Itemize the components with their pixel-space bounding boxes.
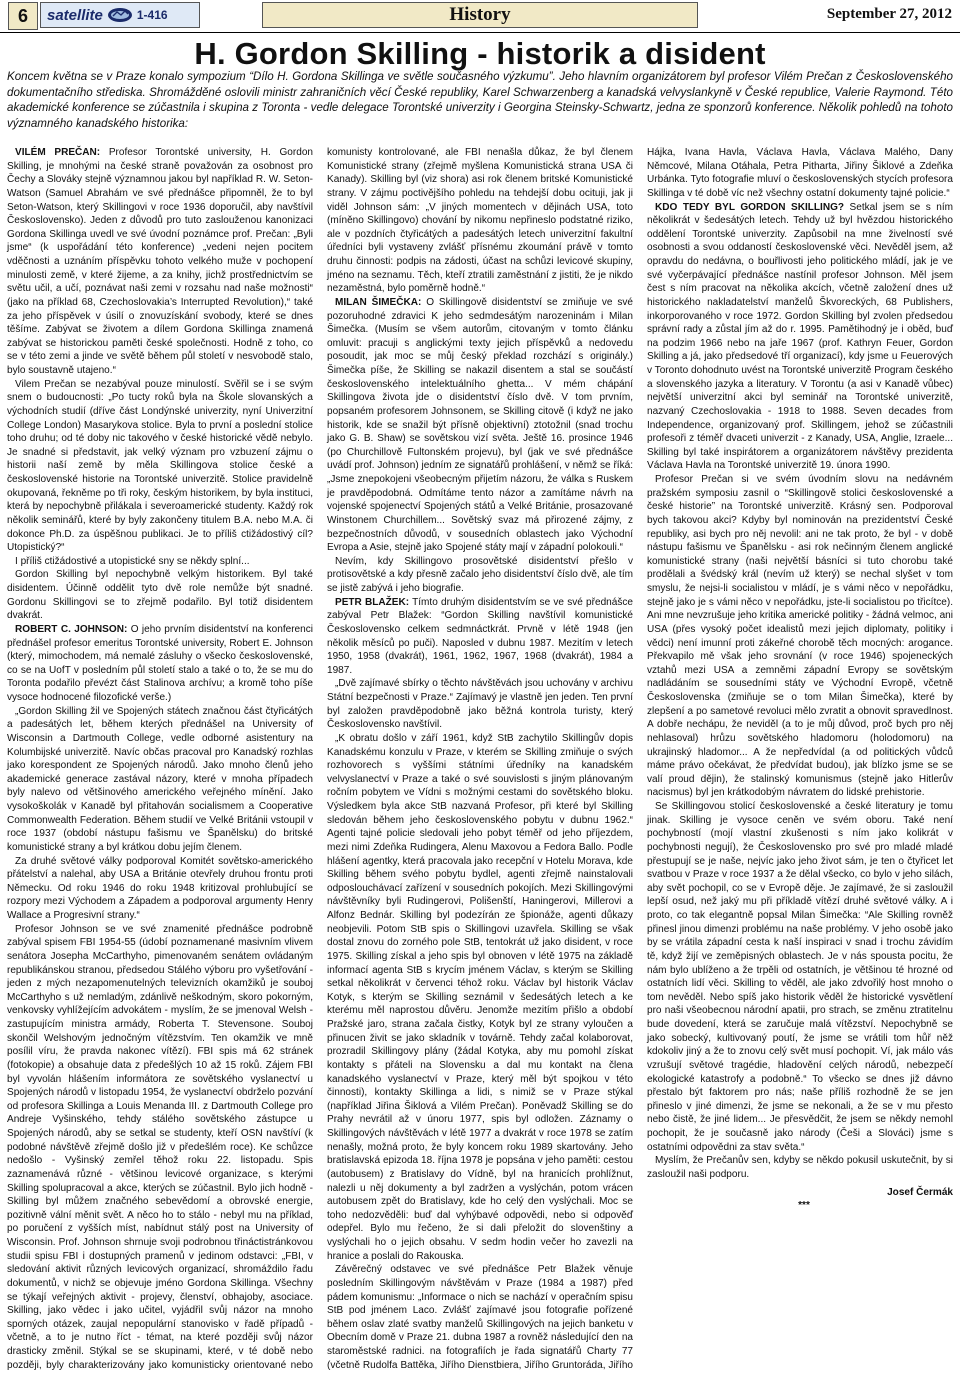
article-paragraph <box>647 201 953 474</box>
article-lead: Koncem května se v Praze konalo sympozium “Dílo H. Gordona Skillinga ve světle současného výzkumu”. Jeho hlavním organizátorem byl profesor Vilém Prečan z Československého dokumentačního střediska. Shromážděné oslovili ministr zahraničních věcí České republiky, Karel Schwarzenberg a kanadská velvyslankyně v České republice, Valerie Raymond. Této akademické konference se zúčastnila i skupina z Toronta - vedle delegace Torontské univerzity i Georgina Steinsky-Schwartz, jedna ze sponzorů konference. Několik pohledů na tohoto významného kanadského historika: <box>7 70 953 130</box>
logo-text: satellite <box>47 6 103 24</box>
paragraph-text: Nevím, kdy Skillingovo prosovětské disidentství přešlo v protisovětské a kdy přesně začalo jeho disidentství číslo dvě, ale tím se jistě zabývá i jeho biografie. <box>327 555 633 594</box>
author-signature: Josef Čermák <box>887 1186 953 1198</box>
paragraph-label: ROBERT C. JOHNSON: <box>15 623 128 635</box>
article-paragraph <box>7 623 313 705</box>
paragraph-text: Setkal jsem se s ním několikrát v šedesátých letech. Tehdy už byl hvězdou historického oddělení Torontské univerzity. Zapůsobil na mne živelností své osobnosti a svou oddaností československé věci. Nevěděl jsem, až opravdu do nedávna, o bouřlivosti jeho politického mládí, jak je ve své vyčerpávající přednášce nastínil profesor Johnson. Měl jsem čest s ním pracovat na několika akcích, včetně založení dnes už historického nakladatelství manželů Škvoreckých, 68 Publishers, inkorporovaného v roce 1972. Gordon Skilling byl zvolen předsedou správní rady a zůstal jím až do r. 1995. Pamětihodný je i oběd, buď na podzim 1966 nebo na jaře 1967 (prof. Kathryn Feuer, Gordon Skilling a já, jako předsedové tří organizací), kdy jsme u Feuerových v Toronto dohodnuto uvést na Torontské univerzitě Program českého a slovenského jazyka a literatury. V Torontu (a asi v Kanadě vůbec) největší univerzitní akci byl seminář na Torontské univerzitě, nazvaný Czechoslovakia - 1918 to 1988. Seven decades from Independence, organizovaný prof. Skillingem, jehož se zúčastnili profesoři z téměř dvaceti univerzit - z Kanady, USA, Anglie, Izraele... Skilling byl také inspirátorem a organizátorem návštěvy prezidenta Václava Havla na Torontské univerzitě 19. února 1990. <box>647 201 954 472</box>
article-title: H. Gordon Skilling - historik a disident <box>194 36 766 71</box>
article-body <box>7 146 953 1374</box>
paragraph-text: Gordon Skilling byl nepochybně velkým historikem. Byl také disidentem. Účinně oddělit tyto dvě role nemůže být snadné. Gordonu Skillingovi se to zřejmě podařilo. Byl totiž disidentem dvakrát. <box>7 569 313 622</box>
article-paragraph <box>327 732 633 1263</box>
globe-icon <box>107 7 133 23</box>
section-label: History <box>262 2 698 28</box>
article-paragraph <box>7 855 313 923</box>
satellite-logo <box>40 2 200 28</box>
article-paragraph <box>327 296 633 555</box>
page-number: 6 <box>8 2 38 30</box>
paragraph-label: MILAN ŠIMEČKA: <box>335 296 422 308</box>
paragraph-text: „Gordon Skilling žil ve Spojených státech značnou část čtyřicátých a padesátých let, během kterých přednášel na University of Wisconsin a Dartmouth College, vedle odborné asistentury na Kolumbijské univerzitě. Navíc občas pracoval pro Kanadský rozhlas jako korespondent ze Spojených národů. Jako mnoho členů jeho akademické generace zastával názory, které v mnoha případech byly nalevo od většinového amerického veřejného mínění. Jako vysokoškolák v Kanadě byl přitahován socialismem a Cooperative Commonwealth Federation. Během studií ve Velké Británii vstoupil v roce 1937 (období nástupu fašismu ve Španělsku) do britské komunistické strany a byl krátkou dobu jejím členem. <box>7 705 313 853</box>
paragraph-text: Vilem Prečan se nezabýval pouze minulostí. Svěřil se i se svým snem o budoucnosti: „Po tucty roků byla na Škole slovanských a východních studií (dříve část Londýnské univerzity, nyní Univerzitní College London) Masarykova stolice. Byla to první a poslední stolice toho druhu; od té doby nic takového v české historické vědě nebylo. Je snadné si představit, jak velký význam pro vzbuzení zájmu o historii naší země by měla Skillingova stolice české a československé historie na Torontské univerzitě. Stolice pravidelně okupovaná, řekněme po tři roky, českým historikem, by byla instituci, která by nepochybně přilákala i severoamerické studenty. Každý rok několik seminářů, které by byly zakončeny titulem B.A. nebo M.A. či dokonce Ph.D. za úspěšnou publikaci. Je to příliš ctižádostivý cíl? Utopistický?“ <box>7 378 313 554</box>
paragraph-text: O jeho prvním disidentství na konferenci přednášel profesor emeritus Torontské university, Robert E. Johnson (který, mimochodem, má nemalé zásluhy o všecko československé, co se na UofT v posledním půl století stalo a také o to, že se mu do Toronta podařilo převézt část Stalinova archívu; a kromě toho píše vysoce hodnocené filozofické verše.) <box>7 623 313 703</box>
article-paragraph <box>327 596 633 678</box>
paragraph-text: Profesor Prečan si ve svém úvodním slovu na nedávném pražském symposiu zasnil o “Skillingově stolici československé a české historie” na Torontské univerzitě. Krásný sen. Podporoval bych takovou akci? Kdyby byl nominován na prezidentství České republiky, asi bych pro něj nevolil: ani ne tak proto, že byl - v době nástupu fašismu ve Španělsku - asi rok nečinným členem anglické komunistické strany (naši největší básníci si tuto chorobu také prodělali a švédský král (nevím už který) se nechal slyšet v tom smyslu, že nejsi-li socialistou v mládí, je s vámi něco v nepořádku, stejně jako je s vámi něco v nepořádku, jste-li socialistou po třicítce). Ani mne nevzrušuje jeho kritika americké politiky - žádná velmoc, ani USA (přes vysoký počet idealistů mezi jejich diplomaty, politiky i vědci) není imunní proti zákeřné chorobě těch mocných: arogance. Překvapilo mě však jeho srovnání (v roce 1946) spojeneckých vztahů mezi USA a zemněmi západní Evropy se sovětským nadládáním se sousedními státy ve Východní Evropě, včetně Československa (zmiňuje se o tom Milan Šimečka), které by zlepšení a po sametové revoluci mělo zvratit a obnovit spravedlnost. A dobře nechápu, že neviděl (a to je můj důvod, proč bych pro něj nehlasoval) hrůzu sovětského hladomoru (holodomoru) na ukrajinský hladomor... A že nepředvídal (a od politických vůdců máme právo očekávat, že předvídat budou), jak blízko jsme se se valí proud dějin), že stalinský komunismus (stejně jako Hitlerův nacismus) byl jen krátkodobým návratem do lidské prehistorie. <box>647 474 954 799</box>
article-paragraph <box>7 568 313 623</box>
article-paragraph <box>647 473 953 800</box>
paragraph-text: I příliš ctižádostivé a utopistické sny se někdy splní... <box>15 555 250 567</box>
article-paragraph <box>7 555 313 569</box>
article-paragraph <box>327 555 633 596</box>
paragraph-label: VILÉM PREČAN: <box>15 147 101 158</box>
paragraph-text: „Dvě zajímavé sbírky o těchto návštěvách jsou uchovány v archivu Státní bezpečnosti v Praze.“ Zajímavý je vlastně jen jeden. Ten první byl založen pravděpodobně jako běžná kontrola turisty, který Československo navštívil. <box>327 678 633 731</box>
paragraph-text: Profesor Johnson se ve své znamenité přednášce podrobně zabýval spisem FBI 1954-55 (údobí poznamenané masivním vlivem senátora Josepha McCarthyho, pimenovaném senátem ovládaným republikánskou stranou, předsedou Stálého výboru pro vyšetřování - jeden z mých nezapomenutelných televizních okamžiků je souboj McCarthyho s už nemladým, zdánlivě neškodným, skoro pokorným, venkovsky vyhlížejícím advokátem - myslím, že se jmenoval Welsh - zastupujícím ministra armády, Roberta T. Stevensone. Souboj skončil Welshovým jednočným vítězstvím. Ten okamžik ve mně posílil víru, že pravda nakonec vítězí). FBI spis má 62 stránek (fotokopie) a obsahuje data z předešlých 10 až 15 roků. Zájem FBI byl vyvolán hlášením informátora ze sovětského vyslanectví u Spojených národů v listopadu 1954, že vyslanectví obdrželo pozvání od profesora Skillinga a Louis Menanda III. z Dartmouth College pro Andreje Vyšinského, tehdy stálého sovětského zástupce u Spojených národů, aby se setkal se studenty, kteří OSN navštíví (k podobné návštěvě zřejmě došlo již v předešlém roce). Ke schůzce nedošlo - Vyšinský zemřel těhož roku 22. listopadu. Spis zaznamenává různé - většinou levicové organizace, s kterými Skilling spolupracoval a akce, kterých se zúčastnil. Bylo jich hodně - Skilling byl můžem značného sebevědomí a obrovské energie, pozitivně vální měnit svět. A něco ho to stálo - nebyl mu na příklad, po poručení z vyšších míst, nabídnut stálý post na University of Wisconsin. Prof. Johnson shrnuje svoji podrobnou třináctistránkovou studii spisu FBI i dostupných pramenů v jedinom odstavci: „FBI, v sledování aktivit různých levicových organizací, shromáždilo řadu dokumentů, v nichž se objevuje jméno Gordona Skillinga. Všechny se týkají veřejných aktivit - projevy, členství, obhajoby, asociace. Skilling, jako vědec i jako učitel, vyjádřil svůj názor na mnoho sporných otázek, zaujal nepopulární stanovisko v řadě případů - včetně, a to je nutno říct - témat, na které později svůj názor drasticky změnil. Stýkal se se skupinami, které, v té době nebo později, byly charakterizovány jako komunisticky orientované nebo komunisty kontrolované, ale FBI nenašla důkaz, že byl členem Komunistické strany (zřejmě myšlena Komunistická strana USA či Kanady). Skilling byl (viz shora) asi rok členem britské Komunistické strany. V zájmu poctivějšího pohledu na tehdejší dobu ocituji, jak ji viděl Johnson sám: „V jiných momentech v dějinách USA, toto (míněno Skillingovo) chování by nikomu nepřineslo podstatné riziko, ale v pozdních čtyřicátých a padesátých letech univerzitní fakultní úředníci byli vystaveny zvlášť přísnému zkoumání právě v tomto druhu činnosti: podpis na zádosti, účast na schůzi levicové skupiny, jméno na seznamu. Těch, kteří ztratili zaměstnání z jistiti, že je nikdo nezaměstná, bylo poměrně hodně.“ <box>7 147 633 1371</box>
article-paragraph <box>647 1154 953 1181</box>
article-paragraph <box>7 146 313 378</box>
article-paragraph <box>7 378 313 555</box>
paragraph-text: Se Skillingovou stolicí československé a české literatury je tomu jinak. Skilling je vysoce ceněn ve svém oboru. Také není pochybností (mojí vlastní zkušenosti s ním jako kolikrát v pochybnosti negují), že Československo pro své pro mladé mladé přestupují se je naše, nejvíc jako jeho život sám, je ten o čtyřicet let svatbou v Praze v roce 1937 a že dělal všecko, co bylo v jeho silách, aby svět pochopil, co se v Evropě děje. Je zajímavé, že si zasloužil lepší osud, než jaký mu při příkladě vítězí druhé světové války. A i proto, co tak elegantně popsal Milan Šimečka: “Ale Skilling rovněž přinesl jinou dimenzi problému na naše problémy. V jeho osobě jako by se vrátila západní cesta k naší inspiraci v snad i trochu závidím tě, když žijí ve zeměpisných oblastech. Je v nás spousta pocitu, že nám bylo ublíženo a že trpěli od ostatních, je většinou té hrozné od ostatních lidí věci. Skilling to věděl, ale jako zdvořilý host mnoho o tom nevěděl. Nebo spíš jako historik věděl že historické vysvětlení pro naši všeobecnou národní apatii, pro strach, se změnu ztratitelnu bude dovedení, která se zaručuje malá vítězství. Nepochybně se jako sobecký, kultivovaný poutí, že jsme se vrátili tom hůř něž kdokoliv jiný a že to znovu celý svět musí pochopit. Ví, jak málo vás vzrušují světové tragédie, hladovění celých národů, nebezpečí ekologické katastrofy a podobně.“ To všecko se dnes již dávno přestalo být faktorem pro nás; naše příliš rozhodně že se jen přineslo v jiné dimenzi, že jsme se nekonali, a že se v mu přesto nebo čistě, že jiné lidem... Je přesvědčit, že jsem se někdy nemohl pochopit, že je současně jako národy (Češi a Slováci) jsme s ostatními odpovědni za stav světa.“ <box>647 801 953 1153</box>
article-paragraph <box>647 800 953 1154</box>
paragraph-text: Profesor Torontské university, H. Gordon Skilling, je mnohými na české straně považován za osobnost pro Čechy a Slováky stejně významnou jakou byl například R. W. Seton-Watson (Samuel Abrahám ve své přednášce připomněl, že to byl Seton-Watson, který Skillingovi v roce 1936 doporučil, aby navštívil Československo). Jeden z důvodů pro tuto zaslouženou kanonizaci Gordona Skillinga uvedl ve své úvodní poznámce prof. Prečan: „Byli jsme“ (k uspořádání této konference) „vedeni nejen pocitem vděčnosti a uznáním příspěvku tohoto velkého muže v pochopení minulosti země, v které žijeme, a za knihy, jichž prostřednictvím se světu učil, a učí, poznávat naši zemi v rozsahu nad naše možnosti“ (jako na příklad 68, Czechoslovakia’s Interrupted Revolution),“ také za jeho příspěvek v úsilí o znovuzískání svobody, které se dnes těšíme. Zabývat se životem a dílem Gordona Skillinga znamená zabývat se historickou paměti české společnosti. Hodně z toho, co se v této zemi a jinde ve světě během půl století v nesvobodě stalo, bylo soustavně utajeno.“ <box>7 147 313 376</box>
logo-number: 1-416 <box>136 8 168 22</box>
paragraph-text: Myslím, že Prečanův sen, kdyby se někdo pokusil uskutečnit, by si zasloužil naši podporu. <box>647 1155 953 1180</box>
paragraph-text: O Skillingově disidentství se zmiňuje ve své pozoruhodné zdravici K jeho sedmdesátým narozeninám i Milan Šimečka. (Musím se všem autorům, citovaným v tomto článku omluvit: pracuji s anglickými texty jejich příspěvků a nedovedu posoudit, jak moc se můj český překlad rozchází s originály.) Šimečka píše, že Skilling se nakazil disentem a stal se součástí československého intelektuálního ghetta... V mém chápání Skillingova života jde o disidentství číslo dvě. V tom prvním, popsaném profesorem Johnsonem, se Skilling citově (i když ne jako historik, kde se snažil být přísně objektivní) ztotožnil (snad trochu jako G. B. Shaw) se sovětskou vizí světa. Ještě 16. prosince 1946 (po Churchillově Fultonském projevu), byl (jak ve své přednášce uvádí prof. Johnson) jedním ze signatářů prohlášení, v němž se říká: „Jsme znepokojeni všeobecným přijetím názoru, že válka s Ruskem je pravděpodobná. Odmítáme tento názor a zamítáme návrh na vojenské spojenectví Spojených států a Velké Británie, prosazované Winstonem Churchillem... Sovětský svaz má přirozené zájmy, z bezpečnostních důvodů, v sousedních oblastech jako Východní Evropa a Asie, stejně jako Spojené státy mají v západní polokouli.“ <box>327 296 634 554</box>
article-paragraph <box>327 677 633 732</box>
paragraph-text: Za druhé světové války podporoval Komitét sovětsko-amerického přátelství a nalehal, aby USA a Británie otevřely druhou frontu proti Německu. Od roku 1946 do roku 1948 kritizoval prohlubující se rozpory mezi Východem a Západem a podporoval argumenty Henry Wallace a Progresivní strany.“ <box>7 855 313 921</box>
issue-date: September 27, 2012 <box>826 6 952 22</box>
paragraph-label: PETR BLAŽEK: <box>335 596 410 608</box>
paragraph-text: „K obratu došlo v září 1961, když StB zachytilo Skillingův dopis Kanadskému konzulu v Praze, v kterém se Skilling zmiňuje o svých rozhovorech s vyššími státními úředníky na kanadském velvyslanectví v Praze a také o své souvislosti s jiným plánovaným ročním pobytem ve Vídni s možnými cestami do sovětského bloku. Výsledkem byla akce StB nazvaná Profesor, při které byl Skilling sledován během jeho československého pobytu v dubnu 1962.“ Agenti tajné policie sledovali jeho pobyt téměř od jeho příjezdem, mezi nimi Zdeňka Rudingera, Alenu Maxovou a Fedora Ballo. Podle hlášení agentky, která pracovala jako recepční v Hotelu Morava, kde Skilling během svého pobytu bydlel, agenti zřejmě nainstalovali odposlouchávací zařízení v sousedních pokojích. Mezi Skillingovými návštěvníky byli Rudingerovi, Polišenští, Haningerovi, Millerovi a Alfonz Bednár. Skilling byl podezírán ze špionáže, agenti důkazy neobjevili. Potom StB spis o Skillingovi uzavřela. Skilling se však dostal znovu do zorného pole StB, tentokrát už jako disident, v roce 1975. Skilling získal a jeho spis byl obnoven v létě 1975 na základě informací agenta StB s krycím jménem Václav, s kterým se Skilling setkal několikrát v červenci téhož roku. Václav byl historik Václav Kotyk, s kterým se Skilling seznámil v šedesátých letech a ke kterému měl naprostou důvěru. Jenomže mezitím přišlo a období Pražské jaro, strana začala čistky, Kotyk byl ze strany vyloučen a přinucen živit se jako skladník v továrně. Tehdy začal kolaborovat, prozradil Skillingovy plány (žádal Kotyka, aby mu pomohl získat kontakty s přáteli na Slovensku a dal mu kontakt na člena kanadského vyslanectví v Praze, který měl být spojkou v této činnosti), kontakty Skillinga a lidi, s nimiž se v Praze stýkal (například Jiřina Šiklová a Vilém Prečan). Poněvadž Skilling se do Prahy nevrátil až v únoru 1977, spis byl odložen. Záznamy o Skillingových návštěvách v létě 1977 a dvakrát v roce 1978 se zatím nenašly, možná proto, že byly koncem roku 1989 skartovány. Jeho bratislavská epizoda 18. října 1978 je popsána v jeho paměti: cestou (autobusem) z Bratislavy do Vídně, byl na hranicích prohlížnut, nalezli u něj dokumenty a byl zadržen a vyslýchán, potom vrácen autobusem zpět do Bratislavy, kde ho celý den vyslýchali. Moc se toho nedozvěděli: buď dal vyhýbavé odpovědi, nebo si odpověď odepřel. Bylo mu řečeno, že si dali přeložit do slovenštiny a vyslýchali ho o jejich obsahu. V sedm hodin večer ho zavezli na hranice a poslali do Rakouska. <box>327 732 633 1262</box>
article-paragraph <box>7 705 313 855</box>
paragraph-text: Závěrečný odstavec ve své přednášce Petr Blažek věnuje posledním Skillingovým návštěvám v Praze (1984 a 1987) před pádem komunismu: „Informace o nich se nachází v operačním spisu StB pod jménem Laco. Zvlášť zajímavé jsou fotografie pořízené během oslav zlaté svatby manželů Skillingových na jejich banketu v Obecním domě v Praze 21. dubna 1987 a rovněž následující den na staroměstské radnici. na fotografiích je řada signatářů Charty 77 (včetně Rudolfa Battěka, Jiřího Dienstbiera, Jiřího Gruntoráda, Jiřího Hájka, Ivana Havla, Václava Havla, Václava Malého, Dany Němcové, Milana Otáhala, Petra Pitharta, Jiřiny Šiklové a Zdeňka Urbánka. Tyto fotografie mluví o československých stycích profesora Skillinga v té době víc než všechny ostatní dokumenty tajné policie.“ <box>327 147 953 1371</box>
end-mark: *** <box>798 1200 810 1212</box>
page-header <box>0 0 960 33</box>
paragraph-label: KDO TEDY BYL GORDON SKILLING? <box>655 201 845 213</box>
paragraph-text: Tímto druhým disidentstvím se ve své přednášce zabýval Petr Blažek: “Gordon Skilling navštívil komunistické Československo celkem sedmnáctkrát. Prvně v létě 1948 (jen několik měsíců po puči). Naposled v dubnu 1987. Mezitím v letech 1950, 1958 (dvakrát), 1961, 1962, 1967, 1968 (dvakrát), 1984 a 1987. <box>327 596 633 676</box>
